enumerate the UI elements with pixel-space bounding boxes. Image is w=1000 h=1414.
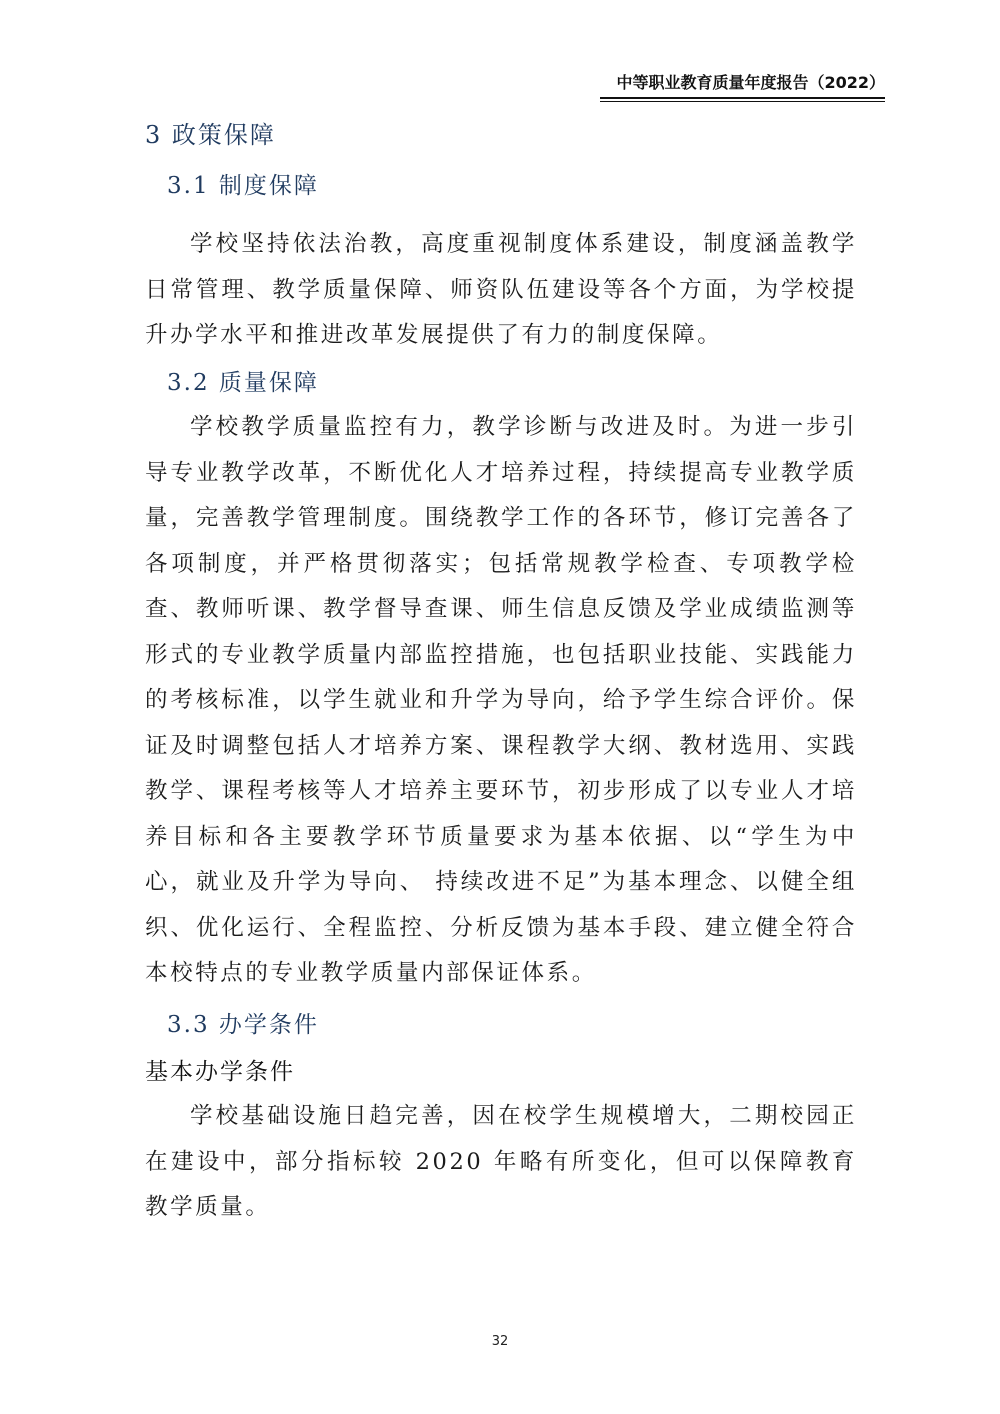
section-3-3-paragraph: 学校基础设施日趋完善，因在校学生规模增大，二期校园正在建设中，部分指标较 2020 年略有所变化，但可以保障教育教学质量。 <box>145 1103 857 1220</box>
header-rule-thick <box>600 97 885 99</box>
section-3-1-heading: 3.1 制度保障 <box>167 173 319 199</box>
section-3-heading: 3 政策保障 <box>145 121 276 149</box>
section-3-2-paragraph: 学校教学质量监控有力，教学诊断与改进及时。为进一步引导专业教学改革，不断优化人才培养过程，持续提高专业教学质量，完善教学管理制度。围绕教学工作的各环节，修订完善各了各项制度，并严格贯彻落实；包括常规教学检查、专项教学检查、教师听课、教学督导查课、师生信息反馈及学业成绩监测等形式的专业教学质量内部监控措施，也包括职业技能、实践能力的考核标准，以学生就业和升学为导向，给予学生综合评价。保证及时调整包括人才培养方案、课程教学大纲、教材选用、实践教学、课程考核等人才培养主要环节，初步形成了以专业人才培养目标和各主要教学环节质量要求为基本依据、以“学生为中心，就业及升学为导向、 持续改进不足”为基本理念、以健全组织、优化运行、全程监控、分析反馈为基本手段、建立健全符合本校特点的专业教学质量内部保证体系。 <box>145 414 857 986</box>
section-3-3-heading: 3.3 办学条件 <box>167 1012 319 1038</box>
basic-conditions-subheading: 基本办学条件 <box>145 1059 295 1085</box>
header-rule-thin <box>600 101 885 102</box>
section-3-2-heading: 3.2 质量保障 <box>167 370 319 396</box>
report-header-title: 中等职业教育质量年度报告（2022） <box>616 73 885 92</box>
page-number: 32 <box>491 1334 509 1349</box>
section-3-1-paragraph: 学校坚持依法治教，高度重视制度体系建设，制度涵盖教学日常管理、教学质量保障、师资队伍建设等各个方面，为学校提升办学水平和推进改革发展提供了有力的制度保障。 <box>145 231 857 348</box>
